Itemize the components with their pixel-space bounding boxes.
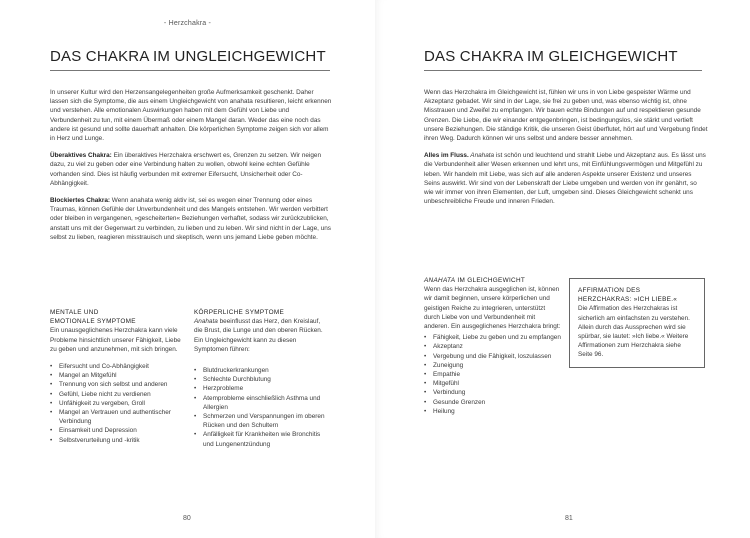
physical-title: KÖRPERLICHE SYMPTOME [194,309,285,316]
overactive-text: Ein überaktives Herzchakra erschwert es, Grenzen zu setzen. Wir neigen dazu, zu viel zu geben oder eine Verbindung halten zu wollen, obwohl keine echten Gefühle vorhanden sind. Dies ist häufig verbunden mit extremer Eifersucht, Unsicherheit oder Co-Abhängigkeit. [50,152,322,187]
right-page-number: 81 [565,515,573,522]
list-item: • Trennung von sich selbst und anderen [50,380,182,389]
right-page-title: DAS CHAKRA IM GLEICHGEWICHT [424,48,678,65]
blocked-text: Wenn anahata wenig aktiv ist, sei es wegen einer Trennung oder eines Traumas, können Gefühle der Unverbundenheit und des Mangels entstehen. Wir werden verbittert oder bleiben in vergangenen, »gescheiterten« Beziehungen verhaftet, sodass wir zurückzublicken, anstatt uns mit der Gegenwart zu verbinden, zu lieben und zu leben. Wir sind nicht in der Lage, uns selbst zu lieben, reagieren misstrauisch und skeptisch, wenn uns jemand Liebe geben möchte. [50,197,331,241]
affirmation-title-line1: AFFIRMATION DES [578,287,641,294]
mental-list [50,362,182,445]
list-item: • Atemprobleme einschließlich Asthma und Allergien [194,394,330,412]
list-item: • Zuneigung [424,361,562,370]
left-page-title: DAS CHAKRA IM UNGLEICHGEWICHT [50,48,326,65]
list-item: • Empathie [424,370,562,379]
list-item: • Schlechte Durchblutung [194,375,330,384]
balance-text: Wenn das Herzchakra ausgeglichen ist, können wir damit beginnen, unsere körperlichen und geistigen Reiche zu integrieren, unterstützt durch Liebe von und Verbundenheit mit anderen. Ein ausgeglichenes Herzchakra bringt: [424,286,561,331]
list-item: • Eifersucht und Co-Abhängigkeit [50,362,182,371]
blocked-paragraph [50,196,332,242]
left-page-number: 80 [183,515,191,522]
affirmation-title-line2: HERZCHAKRAS: »ICH LIEBE.« [578,296,678,304]
physical-text [194,317,330,354]
affirmation-text: Die Affirmation des Herzchakras ist sicherlich am einfachsten zu verstehen. Allein durch das Aussprechen wird sie spürbar, sie lautet: »Ich liebe.« Weitere Affirmationen zum Herzchakra siehe Seite 96. [578,305,690,359]
balance-section [424,276,562,416]
list-item: • Mangel an Vertrauen und authentischer Verbindung [50,408,182,426]
blocked-heading: Blockiertes Chakra: [50,197,111,205]
list-item: • Einsamkeit und Depression [50,426,182,435]
right-intro: Wenn das Herzchakra im Gleichgewicht ist, fühlen wir uns in von Liebe gespeister Wärme und Akzeptanz gebadet. Wir sind in der Lage, sie frei zu geben und, was ebenso wichtig ist, ohne Misstrauen und Zweifel zu empfangen. Wir bauen echte Bindungen auf und respektieren gesunde Grenzen. Die Liebe, die wir einander entgegenbringen, ist bedingungslos, sie stärkt und vertieft unsere Beziehungen. Die ständige Kritik, die unseren Geist überflutet, hört auf und Vergebung findet ihren Weg. Dadurch können wir uns selbst und andere besser annehmen. [424,89,708,143]
affirmation-box [569,278,705,368]
list-item: • Anfälligkeit für Krankheiten wie Bronchitis und Lungenentzündung [194,430,330,448]
list-item: • Unfähigkeit zu vergeben, Groll [50,399,182,408]
balance-title [424,276,562,285]
list-item: • Schmerzen und Verspannungen im oberen Rücken und den Schultern [194,412,330,430]
list-item: • Selbstverurteilung und -kritik [50,436,182,445]
flow-em: Anahata [468,152,495,160]
flow-text: ist schön und leuchtend und strahlt Liebe und Akzeptanz aus. Es lässt uns die Verbundenheit aller Wesen erkennen und lehrt uns, mit Einfühlungsvermögen und Mitgefühl zu leben. Wir handeln mit Liebe, was sich auf alle anderen Aspekte unserer Existenz und unseres Seins auswirkt. Wir sind von der Lebenskraft der Liebe umgeben und werden von ihr genährt, so wie wir immer von ihren Elementen, der Luft, umgeben sind. Dieses Gleichgewicht schenkt uns unbeschreibliche Freude und inneren Frieden. [424,152,706,206]
list-item: • Gefühl, Liebe nicht zu verdienen [50,390,182,399]
list-item: • Mangel an Mitgefühl [50,371,182,380]
flow-paragraph [424,151,708,206]
physical-text-em: Anahata [194,318,218,326]
physical-text-body: beeinflusst das Herz, den Kreislauf, die Brust, die Lunge und den oberen Rücken. Ein Ungleichgewicht kann zu diesen Symptomen führen: [194,318,323,353]
right-title-rule [424,70,702,71]
list-item: • Vergebung und die Fähigkeit, loszulassen [424,352,562,361]
list-item: • Mitgefühl [424,379,562,388]
list-item: • Gesunde Grenzen [424,398,562,407]
left-intro: In unserer Kultur wird den Herzensangelegenheiten große Aufmerksamkeit geschenkt. Daher lassen sich die Symptome, die aus einem Ungleichgewicht von anahata resultieren, leicht erkennen und verstehen. Alle emotionalen Auswirkungen haben mit dem Gefühl von Liebe und Verbundenheit zu tun, mit einem Übermaß oder einem Mangel daran. Weder das eine noch das andere ist gesund und sollte dauerhaft anhalten. Die körperlichen Symptome zeigen sich vor allem in Herz und Lunge. [50,89,332,143]
list-item: • Blutdruckerkrankungen [194,366,330,375]
overactive-heading: Überaktives Chakra: [50,152,112,160]
list-item: • Fähigkeit, Liebe zu geben und zu empfangen [424,333,562,342]
left-title-rule [50,70,330,71]
list-item: • Herzprobleme [194,384,330,393]
mental-title-line1: MENTALE UND [50,309,99,316]
mental-symptoms [50,308,182,445]
flow-heading: Alles im Fluss. [424,152,469,160]
right-page [375,0,750,538]
list-item: • Verbindung [424,388,562,397]
right-body [424,88,708,214]
overactive-paragraph [50,151,332,188]
mental-title-line2: EMOTIONALE SYMPTOME [50,318,136,326]
physical-list [194,366,330,449]
balance-list [424,333,562,416]
balance-title-text: IM GLEICHGEWICHT [455,277,526,284]
list-item: • Akzeptanz [424,342,562,351]
left-body [50,88,332,250]
running-head: - Herzchakra - [163,20,212,27]
balance-title-em: ANAHATA [424,277,456,284]
list-item: • Heilung [424,407,562,416]
physical-symptoms [194,308,330,449]
mental-text: Ein unausgeglichenes Herzchakra kann viele Probleme hinsichtlich unserer Fähigkeit, Liebe zu geben und anzunehmen, mit sich bringen. [50,327,181,353]
